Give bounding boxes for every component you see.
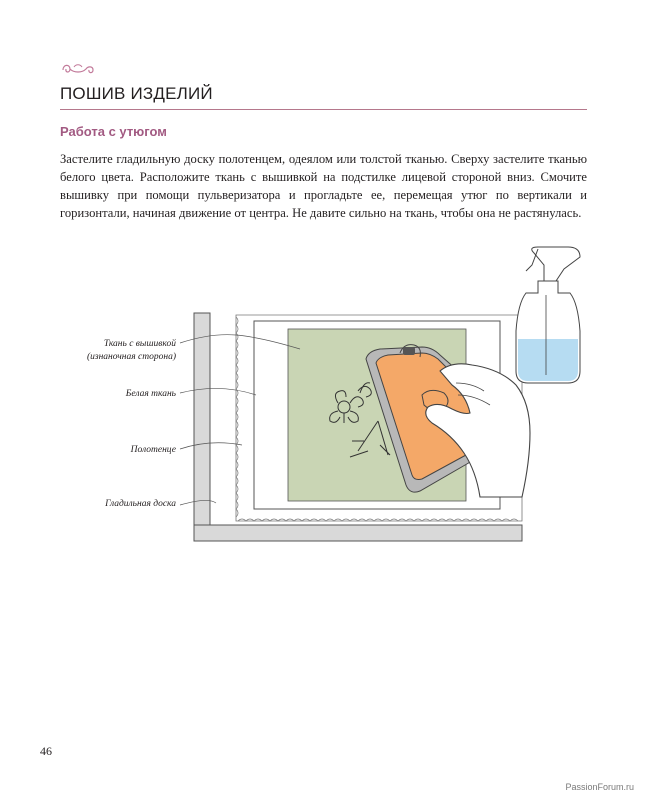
section-title: ПОШИВ ИЗДЕЛИЙ (60, 84, 213, 103)
title-divider (60, 109, 587, 110)
body-paragraph: Застелите гладильную доску полотенцем, одеялом или толстой тканью. Сверху застелите тканью белого цвета. Расположите ткань с вышивкой на подстилке лицевой стороной вниз. Смочите вышивку при помощи пульверизатора и прогладьте ее, перемещая утюг по вертикали и горизонтали, начиная движение от центра. Не давите сильно на ткань, чтобы она не растянулась. (60, 152, 587, 220)
label-white-fabric: Белая ткань (125, 389, 176, 399)
spray-bottle-icon (516, 247, 580, 383)
watermark: PassionForum.ru (565, 782, 634, 792)
label-embroidered-fabric: Ткань с вышивкой (изнаночная сторона) (86, 339, 176, 362)
page-number: 46 (40, 744, 52, 758)
swirl-ornament-icon (60, 60, 96, 78)
subheading: Работа с утюгом (60, 124, 167, 139)
label-towel: Полотенце (130, 445, 176, 455)
label-ironing-board: Гладильная доска (105, 499, 176, 509)
